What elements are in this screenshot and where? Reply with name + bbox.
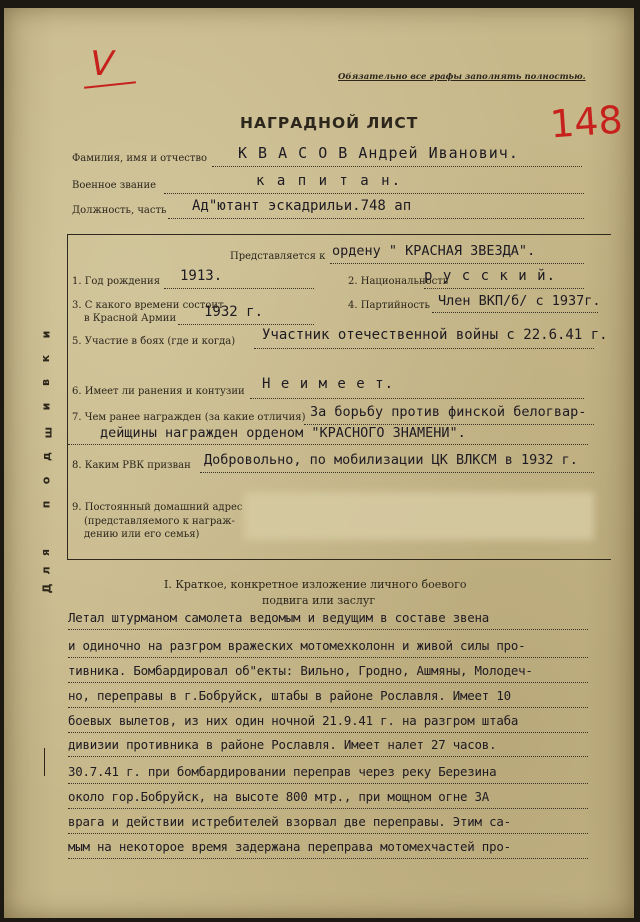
address-redacted [244,492,594,540]
fill-notice: Обязательно все графы заполнять полностью. [338,72,586,82]
address-label: 9. Постоянный домашний адрес [72,502,243,513]
side-letter: о [39,476,53,485]
side-letter: д [39,452,53,461]
birth-year-value: 1913. [180,268,223,284]
battles-value: Участник отечественной войны с 22.6.41 г. [262,327,608,343]
side-letter: л [39,566,53,575]
award-sheet [4,8,634,918]
side-letter: Д [40,583,54,594]
nationality-underline [424,288,584,289]
check-mark: V [85,44,118,84]
party-value: Член ВКП/б/ с 1937г. [438,293,601,309]
margin-tick [44,748,45,776]
story-line: около гор.Бобруйск, на высоте 800 мтр., при мощном огне ЗА [68,789,490,804]
section1-heading: I. Краткое, конкретное изложение личного боевого [164,578,467,591]
story-underline [68,629,588,630]
story-underline [68,707,588,708]
rank-value: к а п и т а н. [256,173,403,189]
address-label-2: (представляемого к награж- [84,516,235,527]
service-since-label: 3. С какого времени состоит [72,300,224,311]
previous-awards-value-1: За борьбу против финской белогвар- [310,404,587,420]
story-line: но, переправы в г.Бобруйск, штабы в районе Рославля. Имеет 10 [68,688,511,703]
name-underline [212,166,582,167]
section1-heading-2: подвига или заслуг [262,594,376,607]
previous-awards-underline-2 [68,444,588,445]
position-value: Ад"ютант эскадрильи.748 ап [192,198,412,214]
story-line: мым на некоторое время задержана переправа мотомехчастей про- [68,839,511,854]
story-underline [68,858,588,859]
side-letter: в [38,379,52,386]
battles-underline [254,348,594,349]
service-since-label-2: в Красной Армии [84,313,177,324]
story-underline [68,808,588,809]
story-line: 30.7.41 г. при бомбардировании переправ через реку Березина [68,764,497,779]
previous-awards-label: 7. Чем ранее награжден (за какие отличия) [72,412,306,423]
party-label: 4. Партийность [348,300,430,311]
nominated-underline [330,263,584,264]
nationality-value: р у с с к и й. [424,268,557,284]
story-underline [68,783,588,784]
side-letter: и [39,402,53,411]
address-label-3: дению или его семья) [84,529,200,540]
story-line: дивизии противника в районе Рославля. Имеет налет 27 часов. [68,737,497,752]
story-line: боевых вылетов, из них один ночной 21.9.41 г. на разгром штаба [68,713,519,728]
battles-label: 5. Участие в боях (где и когда) [72,336,236,347]
drafted-by-value: Добровольно, по мобилизации ЦК ВЛКСМ в 1932 г. [204,452,578,468]
service-since-underline [178,324,314,325]
wounds-value: Н е и м е е т. [262,376,395,392]
wounds-label: 6. Имеет ли ранения и контузии [72,386,245,397]
birth-year-underline [164,288,314,289]
nationality-label: 2. Национальность [348,276,449,287]
side-letter: ш [41,426,55,439]
sheet-number: 148 [548,97,624,147]
birth-year-label: 1. Год рождения [72,276,161,287]
name-label: Фамилия, имя и отчество [72,153,208,164]
story-underline [68,732,588,733]
service-since-value: 1932 г. [204,304,264,320]
wounds-underline [250,398,584,399]
side-letter: п [39,500,53,509]
side-letter: к [39,354,53,363]
position-underline [168,218,584,219]
nominated-value: ордену " КРАСНАЯ ЗВЕЗДА". [332,243,536,259]
position-label: Должность, часть [72,205,167,216]
rank-underline [164,193,584,194]
name-value: К В А С О В Андрей Иванович. [238,144,519,162]
party-underline [432,312,598,313]
story-underline [68,833,588,834]
story-line: Летал штурманом самолета ведомым и ведущим в составе звена [68,610,490,625]
margin-line [67,234,68,559]
side-letter: и [39,330,53,339]
rank-label: Военное звание [72,180,157,191]
drafted-by-label: 8. Каким РВК призван [72,460,191,471]
separator-top [67,234,611,235]
story-line: врага и действии истребителей взорвал две переправы. Этим са- [68,814,511,829]
page-title: НАГРАДНОЙ ЛИСТ [240,114,419,132]
story-underline [68,682,588,683]
drafted-by-underline [200,472,594,473]
story-line: тивника. Бомбардировал об"екты: Вильно, Гродно, Ашмяны, Молодеч- [68,663,533,678]
side-letter: я [39,548,53,557]
separator-bottom [67,559,611,560]
story-underline [68,657,588,658]
previous-awards-value-2: дейщины награжден орденом "КРАСНОГО ЗНАМЕНИ". [100,425,466,441]
story-line: и одиночно на разгром вражеских мотомехколонн и живой силы про- [68,638,526,653]
story-underline [68,756,588,757]
nominated-label: Представляется к [230,251,326,262]
